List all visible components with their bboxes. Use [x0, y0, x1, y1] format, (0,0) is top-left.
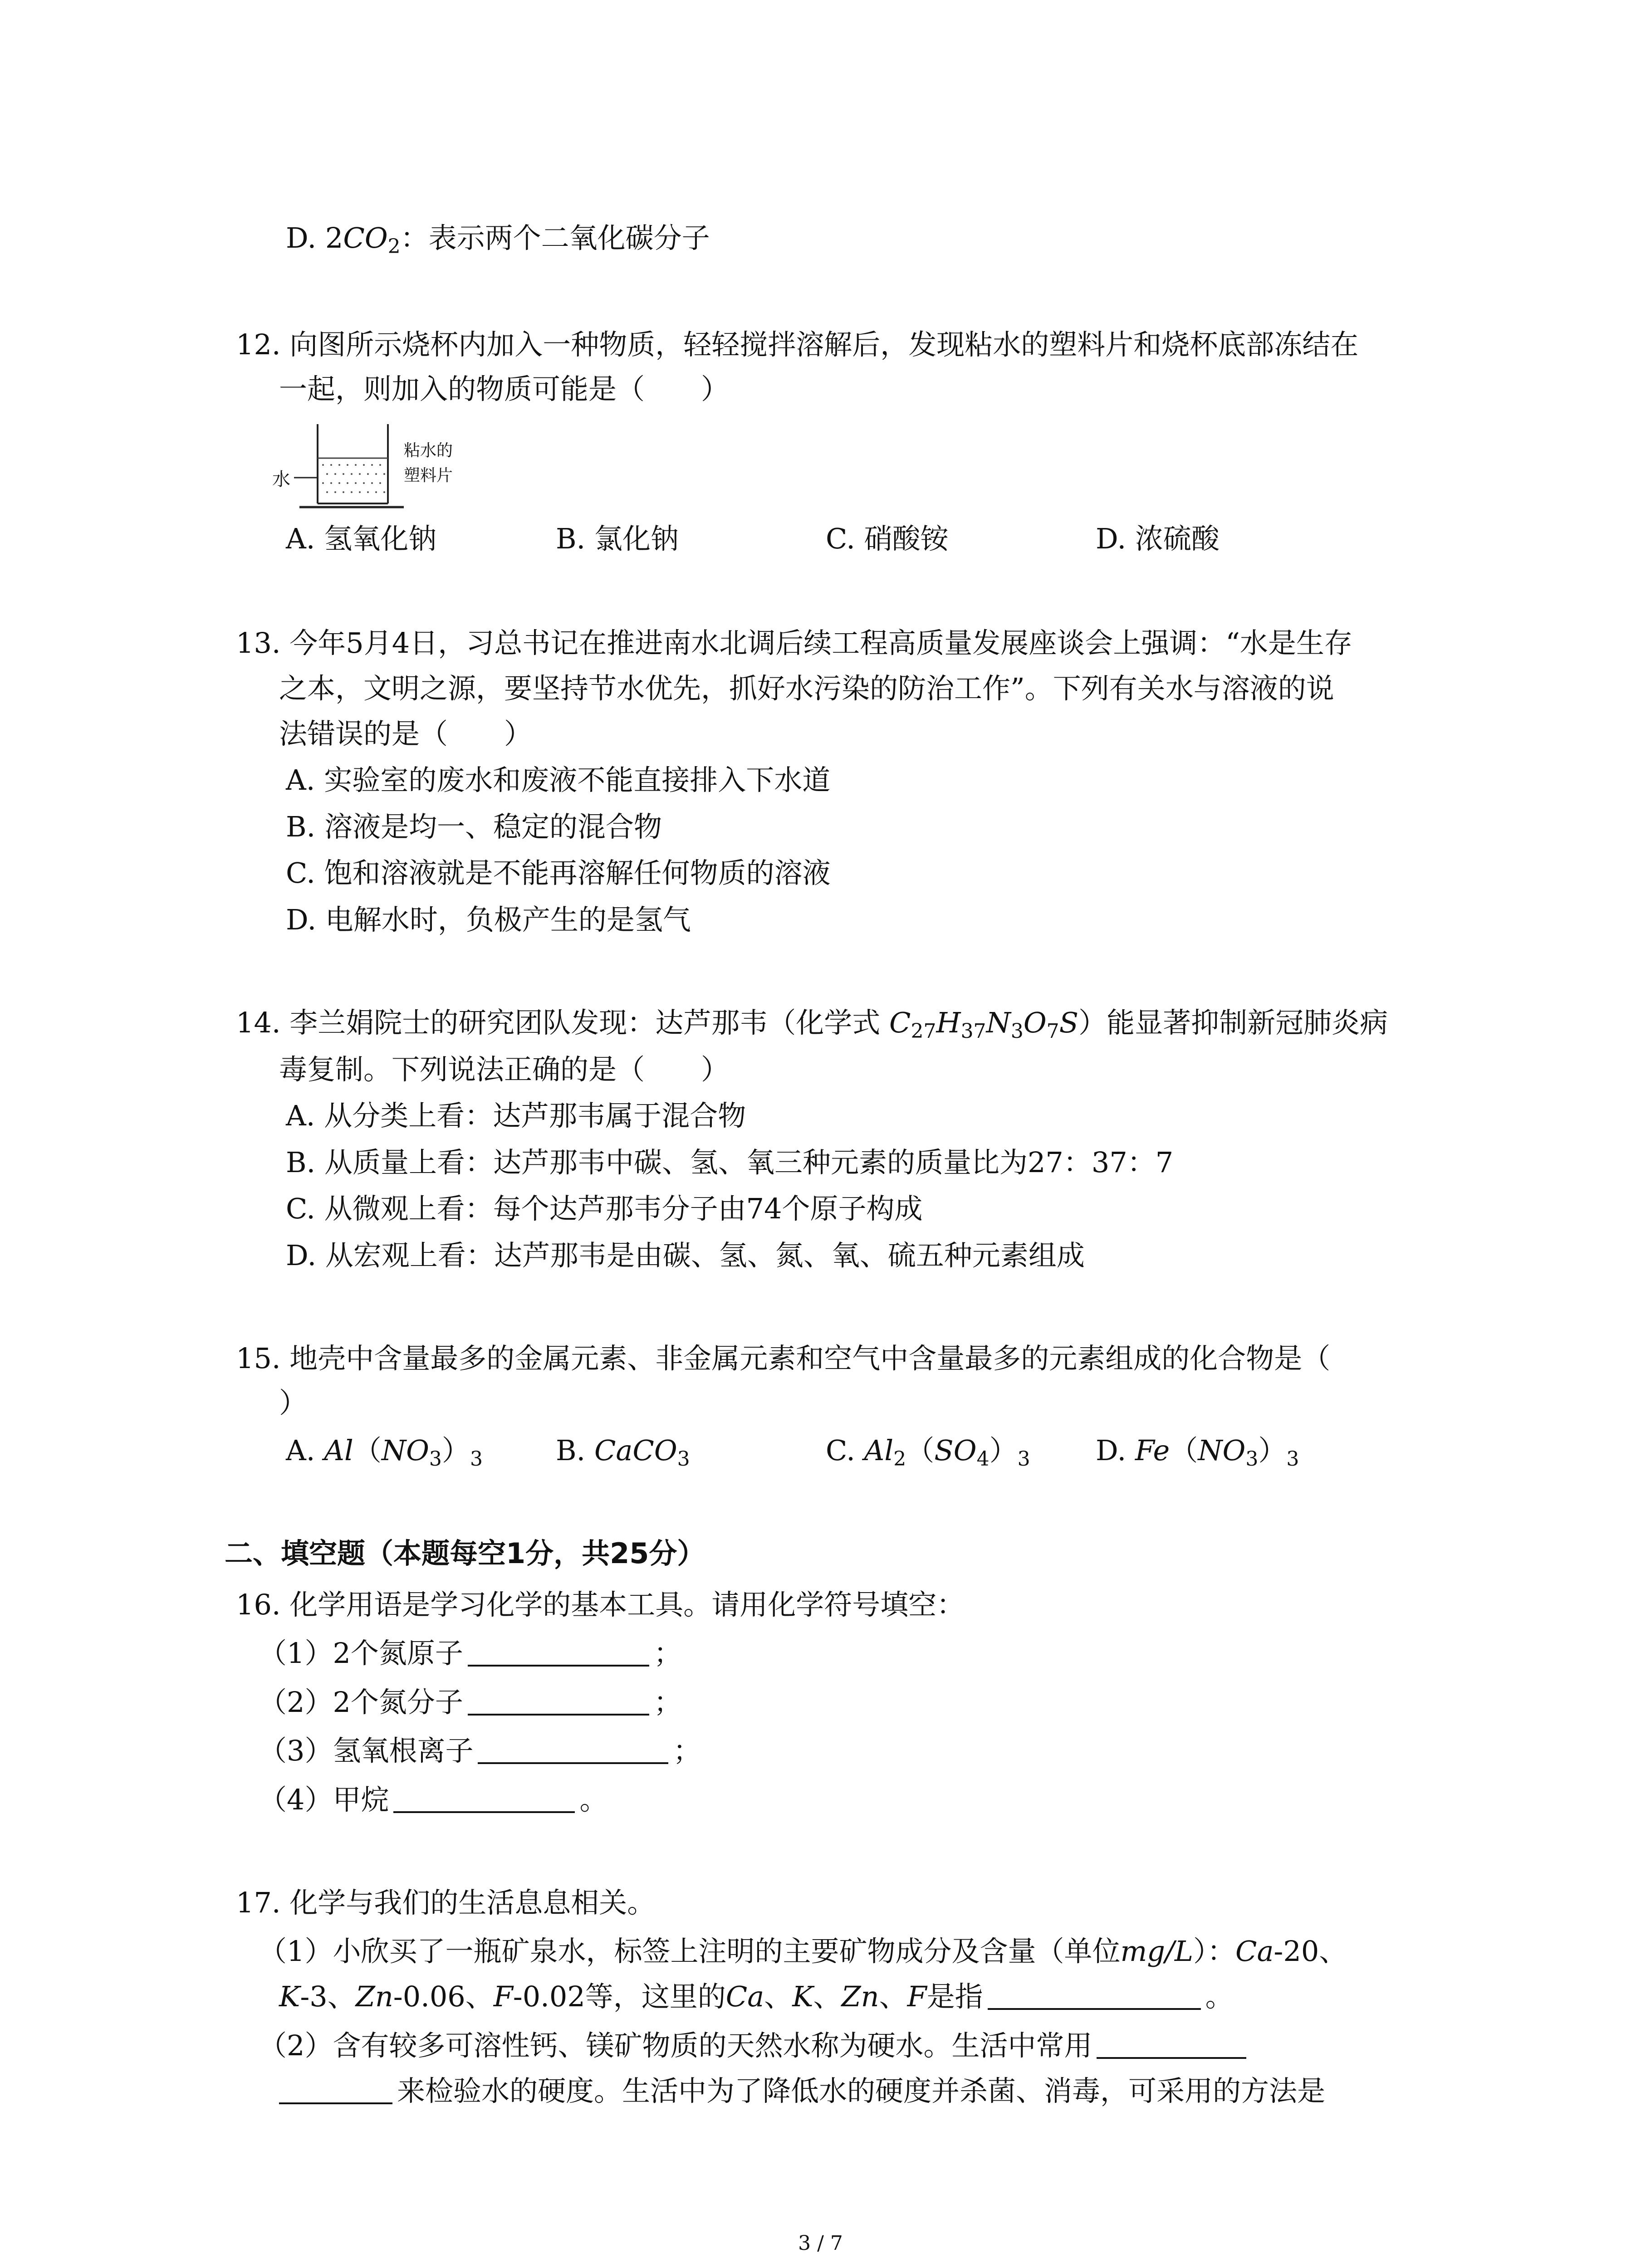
q17-line3 [279, 1979, 1234, 2015]
q15-option-b [556, 1432, 690, 1477]
q15-a-label: A. [286, 1434, 324, 1467]
formula-n-sub: 3 [1010, 1020, 1024, 1043]
q15-a-rp: ） [441, 1434, 470, 1467]
formula-s: S [1059, 1006, 1079, 1039]
q12-option-c: C. 硝酸铵 [826, 522, 949, 555]
answer-blank-1[interactable] [468, 1637, 649, 1667]
q12-line2: 一起，则加入的物质可能是（ ） [279, 372, 730, 406]
q16-item-2-end: ； [653, 1686, 682, 1719]
q11-d-prefix: D. 2 [286, 221, 343, 254]
q16-line1: 16. 化学用语是学习化学的基本工具。请用化学符号填空： [236, 1588, 965, 1621]
q13-option-d: D. 电解水时，负极产生的是氢气 [286, 903, 691, 936]
q15-a-al: Al [324, 1434, 353, 1467]
q16-item-1-end: ； [653, 1637, 682, 1670]
q17-f2: F [907, 1980, 927, 2013]
q13-line1: 13. 今年5月4日，习总书记在推进南水北调后续工程高质量发展座谈会上强调：“水是生存 [236, 626, 1352, 660]
answer-blank-2[interactable] [468, 1686, 649, 1716]
q17-l3-sep: 、 [879, 1980, 907, 2013]
q17-ca: Ca [1235, 1935, 1274, 1968]
q12-line1: 12. 向图所示烧杯内加入一种物质，轻轻搅拌溶解后，发现粘水的塑料片和烧杯底部冻结在 [236, 328, 1359, 361]
q16-item-2 [259, 1684, 682, 1721]
answer-blank-6[interactable] [1097, 2030, 1246, 2059]
q17-line5 [279, 2073, 1325, 2109]
q16-item-4-end: 。 [579, 1783, 608, 1816]
q14-line1-b: ）能显著抑制新冠肺炎病 [1078, 1006, 1388, 1039]
q14-line2: 毒复制。下列说法正确的是（ ） [279, 1053, 730, 1086]
q17-l2-b: ）： [1193, 1935, 1236, 1968]
q17-l2-c: -20、 [1274, 1935, 1347, 1968]
q17-k2: K [792, 1980, 813, 2013]
formula-c-sub: 27 [911, 1020, 936, 1043]
q17-l3-c: -0.02等，这里的 [513, 1980, 726, 2013]
formula-h: H [936, 1006, 961, 1039]
q16-item-2-label: （2）2个氮分子 [259, 1686, 463, 1719]
q15-c-sub: 3 [1017, 1447, 1030, 1471]
q15-c-so-sub: 4 [976, 1447, 989, 1471]
fig-label-plastic-2: 塑料片 [404, 466, 453, 485]
formula-n: N [986, 1006, 1011, 1039]
q14-line1-a: 14. 李兰娟院士的研究团队发现：达芦那韦（化学式 [236, 1006, 890, 1039]
q15-option-a [286, 1432, 483, 1477]
q15-c-so: SO [934, 1434, 977, 1467]
q16-item-1 [259, 1635, 682, 1672]
q14-option-c: C. 从微观上看：每个达芦那韦分子由74个原子构成 [286, 1192, 923, 1225]
q17-l3-a: -3、 [300, 1980, 356, 2013]
q17-k: K [279, 1980, 300, 2013]
q15-b-caco: CaCO [594, 1434, 677, 1467]
q15-d-no-sub: 3 [1245, 1447, 1259, 1471]
q15-option-d [1096, 1432, 1299, 1477]
q17-l2-a: （1）小欣买了一瓶矿泉水，标签上注明的主要矿物成分及含量（单位 [259, 1935, 1121, 1968]
q11-option-d [286, 220, 710, 265]
q15-d-lp: （ [1170, 1434, 1198, 1467]
q17-line1: 17. 化学与我们的生活息息相关。 [236, 1886, 656, 1919]
q13-option-b: B. 溶液是均一、稳定的混合物 [286, 810, 662, 843]
answer-blank-6b[interactable] [279, 2075, 392, 2104]
formula-o-sub: 7 [1046, 1020, 1059, 1043]
answer-blank-3[interactable] [478, 1735, 668, 1764]
q15-c-al-sub: 2 [893, 1447, 906, 1471]
q17-l3-g: 是指 [926, 1980, 983, 2013]
q15-option-c [826, 1432, 1030, 1477]
q17-l3-end: 。 [1205, 1980, 1234, 2013]
answer-blank-4[interactable] [393, 1784, 575, 1813]
q15-c-al: Al [864, 1434, 894, 1467]
q15-b-label: B. [556, 1434, 594, 1467]
beaker-figure [272, 420, 590, 519]
q17-l5: 来检验水的硬度。生活中为了降低水的硬度并杀菌、消毒，可采用的方法是 [397, 2074, 1326, 2107]
q16-item-3-label: （3）氢氧根离子 [259, 1734, 474, 1767]
q17-l3-b: -0.06、 [393, 1980, 494, 2013]
q13-line3: 法错误的是（ ） [279, 717, 533, 750]
q14-line1 [236, 1005, 1388, 1050]
q15-line2: ） [279, 1386, 308, 1419]
q12-option-a: A. 氢氧化钠 [286, 522, 437, 555]
q15-b-sub: 3 [677, 1447, 690, 1471]
q15-a-lp: （ [353, 1434, 382, 1467]
q17-l3-e: 、 [813, 1980, 842, 2013]
q14-option-a: A. 从分类上看：达芦那韦属于混合物 [286, 1099, 746, 1132]
q17-f: F [493, 1980, 513, 2013]
q12-option-b: B. 氯化钠 [556, 522, 679, 555]
q17-line2 [259, 1933, 1347, 1970]
q15-d-no: NO [1198, 1434, 1246, 1467]
q15-c-lp: （ [906, 1434, 935, 1467]
fig-label-plastic-1: 粘水的 [404, 441, 453, 460]
q17-unit: mg/L [1120, 1935, 1193, 1968]
q13-option-a: A. 实验室的废水和废液不能直接排入下水道 [286, 763, 831, 797]
q17-l3-d: 、 [764, 1980, 793, 2013]
q15-a-no-sub: 3 [429, 1447, 442, 1471]
q15-line1: 15. 地壳中含量最多的金属元素、非金属元素和空气中含量最多的元素组成的化合物是（ [236, 1342, 1331, 1375]
formula-o: O [1023, 1006, 1047, 1039]
q15-d-label: D. [1096, 1434, 1135, 1467]
q16-item-4-label: （4）甲烷 [259, 1783, 389, 1816]
q16-item-1-label: （1）2个氮原子 [259, 1637, 463, 1670]
q15-c-rp: ） [989, 1434, 1018, 1467]
q17-line4 [259, 2028, 1251, 2064]
q11-d-sub: 2 [387, 235, 401, 258]
q16-item-3 [259, 1733, 701, 1769]
q15-c-label: C. [826, 1434, 864, 1467]
q14-option-b: B. 从质量上看：达芦那韦中碳、氢、氧三种元素的质量比为27：37：7 [286, 1146, 1174, 1179]
q12-option-d: D. 浓硫酸 [1096, 522, 1220, 555]
q15-a-sub: 3 [470, 1447, 483, 1471]
q16-item-3-end: ； [673, 1734, 701, 1767]
q14-option-d: D. 从宏观上看：达芦那韦是由碳、氢、氮、氧、硫五种元素组成 [286, 1239, 1085, 1272]
page-number: 3 / 7 [798, 2232, 843, 2255]
q17-zn2: Zn [841, 1980, 879, 2013]
q13-option-c: C. 饱和溶液就是不能再溶解任何物质的溶液 [286, 856, 831, 890]
q16-item-4 [259, 1782, 607, 1818]
q17-ca2: Ca [725, 1980, 764, 2013]
answer-blank-5[interactable] [988, 1981, 1201, 2010]
section-2-title: 二、填空题（本题每空1分，共25分） [225, 1537, 705, 1570]
q11-d-formula: CO [343, 221, 388, 254]
q13-line2: 之本，文明之源，要坚持节水优先，抓好水污染的防治工作”。下列有关水与溶液的说 [279, 672, 1334, 705]
formula-h-sub: 37 [960, 1020, 986, 1043]
q17-l4: （2）含有较多可溶性钙、镁矿物质的天然水称为硬水。生活中常用 [259, 2029, 1092, 2062]
formula-c: C [889, 1006, 911, 1039]
q15-d-fe: Fe [1135, 1434, 1170, 1467]
fig-label-water: 水 [272, 469, 290, 490]
q15-d-sub: 3 [1286, 1447, 1299, 1471]
q11-d-text: ：表示两个二氧化碳分子 [400, 221, 710, 254]
q17-zn: Zn [355, 1980, 393, 2013]
q15-a-no: NO [381, 1434, 429, 1467]
q15-d-rp: ） [1258, 1434, 1287, 1467]
